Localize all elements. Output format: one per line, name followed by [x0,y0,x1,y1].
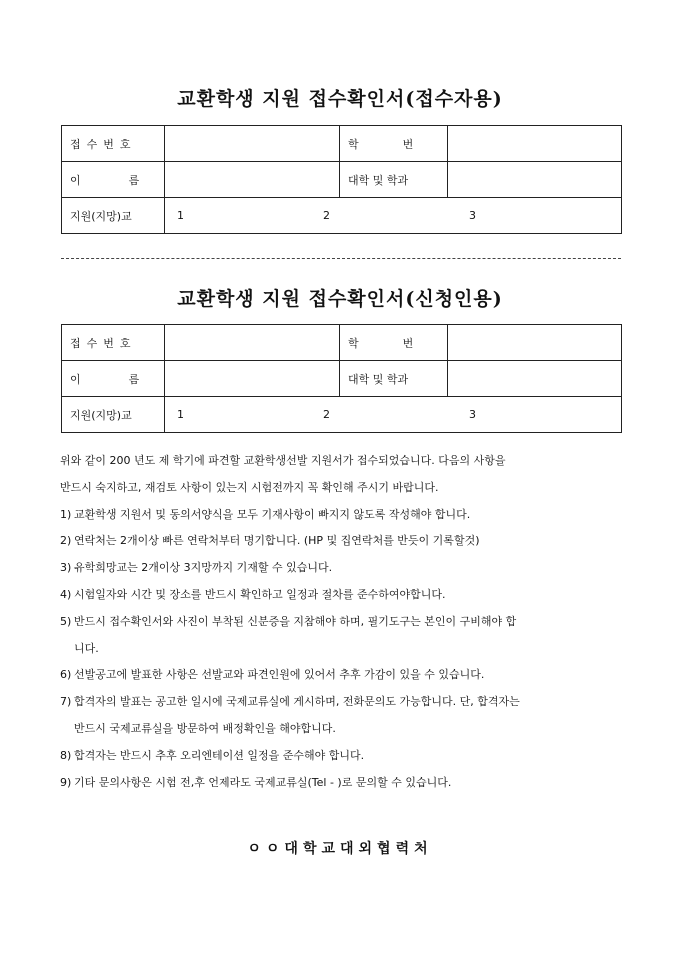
notice-text-line: 합격자는 반드시 추후 오리엔테이션 일정을 준수해야 합니다. [74,748,365,762]
notice-text-line: 교환학생 지원서 및 동의서양식을 모두 기재사항이 빠지지 않도록 작성해야 합니다. [74,507,471,521]
receipt-copy-title: 교환학생 지원 접수확인서(접수자용) [177,88,503,110]
choice-3: 3 [469,209,476,222]
receipt-no-field[interactable] [165,325,340,361]
table-row [62,162,622,198]
cut-line [61,258,621,259]
list-item [60,528,626,555]
applicant-copy-title: 교환학생 지원 접수확인서(신청인용) [177,288,503,310]
dept-field[interactable] [448,162,622,198]
notice-list [60,502,626,797]
table-row [62,198,622,234]
school-choice-label: 지원(지망)교 [62,198,165,234]
dept-field[interactable] [448,361,622,397]
list-item [60,770,626,797]
name-field[interactable] [165,162,340,198]
notice-text-line: 유학희망교는 2개이상 3지망까지 기재할 수 있습니다. [74,561,333,575]
notice-continuation: 니다. [74,641,99,655]
dept-label: 대학 및 학과 [340,162,448,198]
notice-number: 8) [60,748,72,762]
notice-number: 1) [60,507,72,521]
notice-number: 7) [60,695,72,709]
table-row [62,126,622,162]
school-choice-field[interactable] [165,198,622,234]
student-id-label: 학 번 [340,126,448,162]
list-item [60,502,626,529]
choice-1: 1 [177,408,184,421]
notice-number: 3) [60,561,72,575]
table-row [62,397,622,433]
table-row [62,361,622,397]
student-id-label: 학 번 [340,325,448,361]
intro-line: 위와 같이 200 년도 제 학기에 파견할 교환학생선발 지원서가 접수되었습니다. 다음의 사항을 [60,454,506,467]
name-label: 이 름 [62,361,165,397]
organization-name: ㅇㅇ대학교대외협력처 [247,841,433,857]
table-row [62,325,622,361]
student-id-field[interactable] [448,325,622,361]
school-choice-label: 지원(지망)교 [62,397,165,433]
list-item [60,555,626,582]
notice-number: 6) [60,668,72,682]
choice-1: 1 [177,209,184,222]
list-item [60,662,626,689]
receipt-no-label: 접수번호 [62,126,165,162]
school-choice-field[interactable] [165,397,622,433]
list-item [60,743,626,770]
choice-2: 2 [323,209,330,222]
name-field[interactable] [165,361,340,397]
notice-number: 2) [60,534,72,548]
receipt-no-field[interactable] [165,126,340,162]
notice-continuation: 반드시 국제교류실을 방문하여 배정확인을 해야합니다. [74,721,336,735]
receipt-copy-form [61,125,622,234]
list-item [60,582,626,609]
list-item [60,609,626,663]
notice-text-line: 반드시 접수확인서와 사진이 부착된 신분증을 지참해야 하며, 필기도구는 본인이 구비해야 합 [74,614,517,628]
notice-number: 5) [60,614,72,628]
notice-text [60,448,626,796]
name-label: 이 름 [62,162,165,198]
notice-text-line: 기타 문의사항은 시험 전,후 언제라도 국제교류실(Tel - )로 문의할 수 있습니다. [74,775,452,789]
notice-text-line: 연락처는 2개이상 빠른 연락처부터 명기합니다. (HP 및 집연락처를 반듯이 기록할것) [74,534,480,548]
notice-number: 9) [60,775,72,789]
intro-line: 반드시 숙지하고, 재검토 사항이 있는지 시험전까지 꼭 확인해 주시기 바랍니다. [60,480,439,494]
notice-text-line: 선발공고에 발표한 사항은 선발교와 파견인원에 있어서 추후 가감이 있을 수 있습니다. [74,668,485,682]
choice-2: 2 [323,408,330,421]
notice-number: 4) [60,587,72,601]
choice-3: 3 [469,408,476,421]
applicant-copy-form [61,324,622,433]
notice-text-line: 시험일자와 시간 및 장소를 반드시 확인하고 일정과 절차를 준수하여야합니다. [74,587,446,601]
list-item [60,689,626,743]
student-id-field[interactable] [448,126,622,162]
notice-text-line: 합격자의 발표는 공고한 일시에 국제교류실에 게시하며, 전화문의도 가능합니다. 단, 합격자는 [74,695,520,709]
dept-label: 대학 및 학과 [340,361,448,397]
receipt-no-label: 접수번호 [62,325,165,361]
